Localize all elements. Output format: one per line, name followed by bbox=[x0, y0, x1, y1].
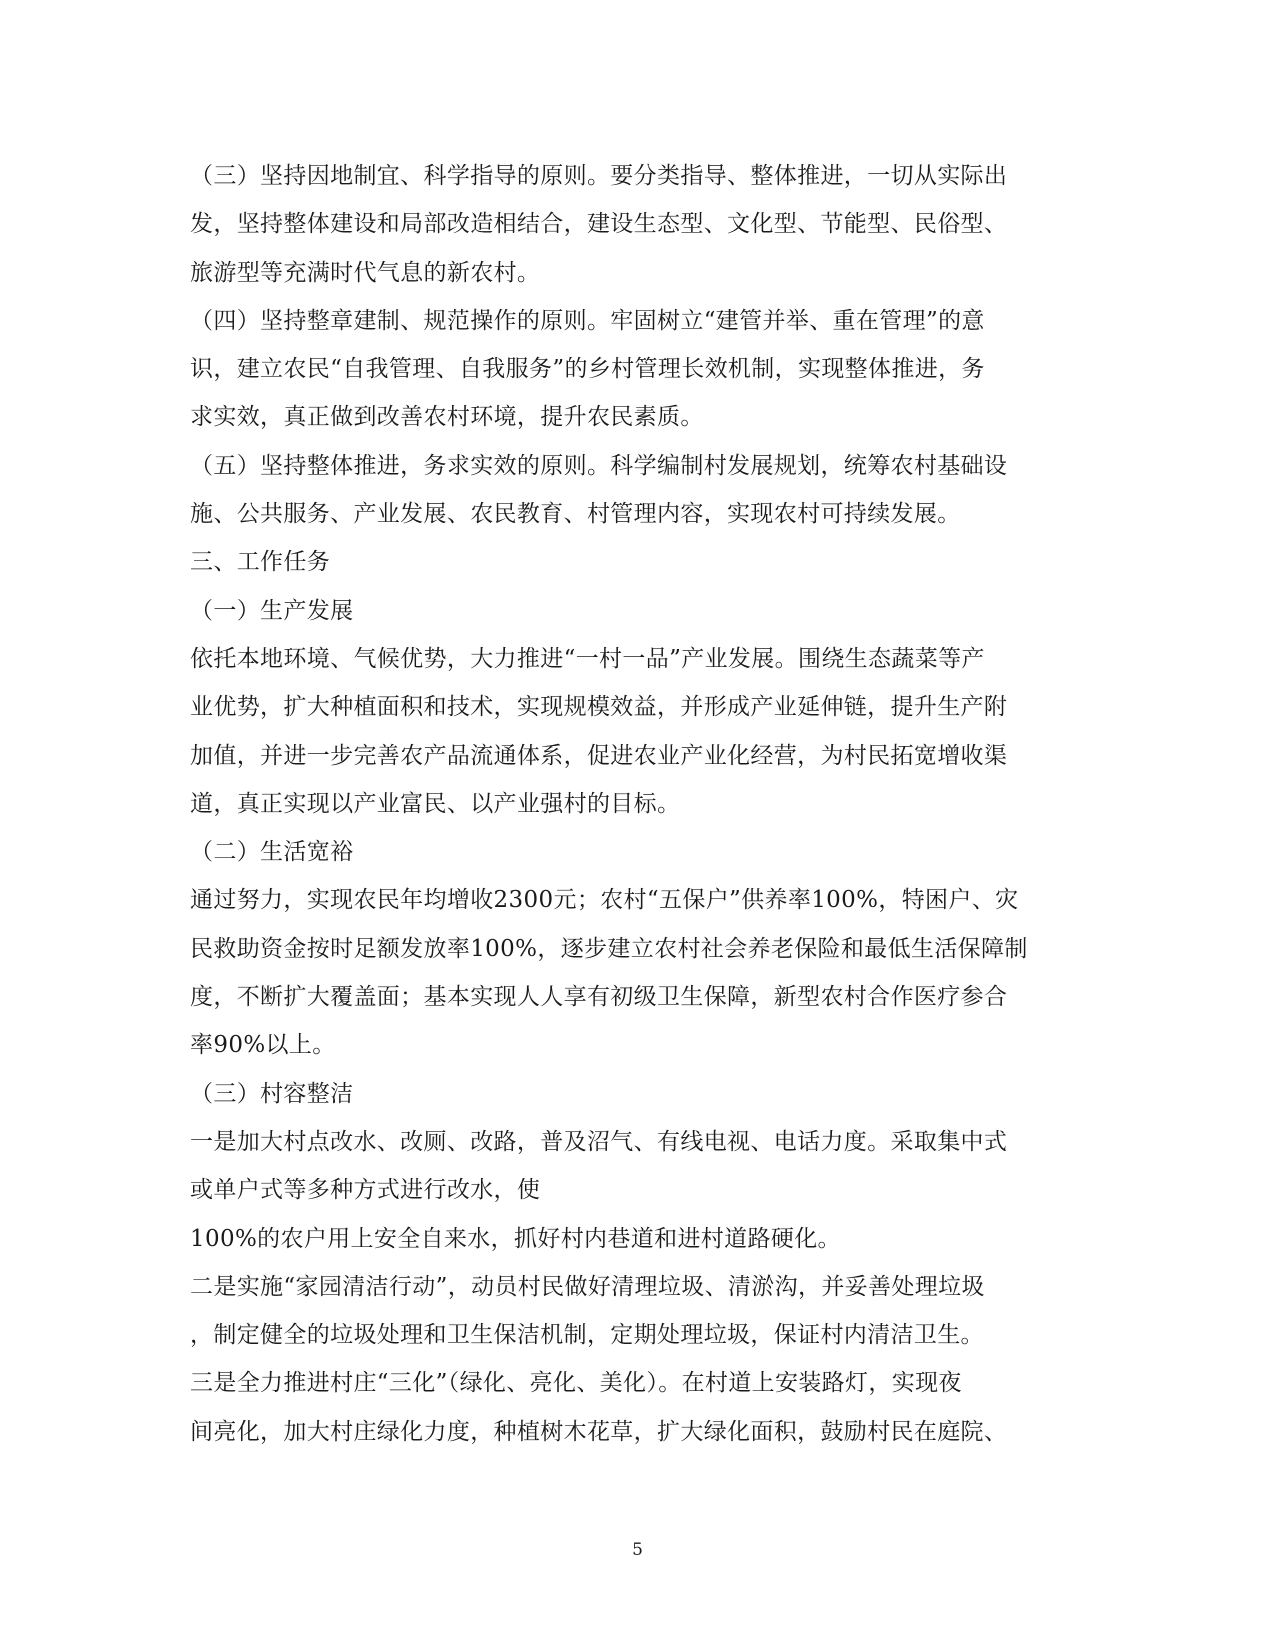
text-line: 业优势，扩大种植面积和技术，实现规模效益，并形成产业延伸链，提升生产附 bbox=[190, 694, 1008, 721]
subsection-heading: （一）生产发展 bbox=[190, 597, 354, 624]
text-line: 度，不断扩大覆盖面；基本实现人人享有初级卫生保障，新型农村合作医疗参合 bbox=[190, 984, 1008, 1011]
text-line: 率90%以上。 bbox=[190, 1032, 336, 1059]
text-line: ，制定健全的垃圾处理和卫生保洁机制，定期处理垃圾，保证村内清洁卫生。 bbox=[190, 1322, 984, 1349]
text-line: 依托本地环境、气候优势，大力推进“一村一品”产业发展。围绕生态蔬菜等产 bbox=[190, 645, 985, 672]
subsection-heading: （二）生活宽裕 bbox=[190, 839, 354, 866]
text-line: 或单户式等多种方式进行改水，使 bbox=[190, 1177, 541, 1204]
text-line: 一是加大村点改水、改厕、改路，普及沼气、有线电视、电话力度。采取集中式 bbox=[190, 1128, 1008, 1155]
page-number: 5 bbox=[632, 1540, 643, 1560]
text-line: 发，坚持整体建设和局部改造相结合，建设生态型、文化型、节能型、民俗型、 bbox=[190, 211, 1008, 238]
text-line: 通过努力，实现农民年均增收2300元；农村“五保户”供养率100%，特困户、灾 bbox=[190, 887, 1019, 914]
text-line: 识，建立农民“自我管理、自我服务”的乡村管理长效机制，实现整体推进，务 bbox=[190, 356, 985, 383]
text-line: 加值，并进一步完善农产品流通体系，促进农业产业化经营，为村民拓宽增收渠 bbox=[190, 742, 1008, 769]
text-line: 施、公共服务、产业发展、农民教育、村管理内容，实现农村可持续发展。 bbox=[190, 501, 961, 528]
text-line: 二是实施“家园清洁行动”，动员村民做好清理垃圾、清淤沟，并妥善处理垃圾 bbox=[190, 1273, 985, 1300]
text-line: （五）坚持整体推进，务求实效的原则。科学编制村发展规划，统筹农村基础设 bbox=[190, 452, 1008, 479]
section-heading: 三、工作任务 bbox=[190, 549, 331, 576]
text-line: 旅游型等充满时代气息的新农村。 bbox=[190, 259, 541, 286]
text-line: 求实效，真正做到改善农村环境，提升农民素质。 bbox=[190, 404, 704, 431]
subsection-heading: （三）村容整洁 bbox=[190, 1080, 354, 1107]
text-line: 三是全力推进村庄“三化”（绿化、亮化、美化）。在村道上安装路灯，实现夜 bbox=[190, 1370, 962, 1397]
document-body bbox=[190, 152, 1070, 1456]
text-line: 100%的农户用上安全自来水，抓好村内巷道和进村道路硬化。 bbox=[190, 1225, 841, 1252]
text-line: 道，真正实现以产业富民、以产业强村的目标。 bbox=[190, 790, 681, 817]
text-line: 民救助资金按时足额发放率100%，逐步建立农村社会养老保险和最低生活保障制 bbox=[190, 935, 1028, 962]
text-line: 间亮化，加大村庄绿化力度，种植树木花草，扩大绿化面积，鼓励村民在庭院、 bbox=[190, 1418, 1008, 1445]
text-line: （四）坚持整章建制、规范操作的原则。牢固树立“建管并举、重在管理”的意 bbox=[190, 307, 985, 334]
text-line: （三）坚持因地制宜、科学指导的原则。要分类指导、整体推进，一切从实际出 bbox=[190, 163, 1008, 189]
